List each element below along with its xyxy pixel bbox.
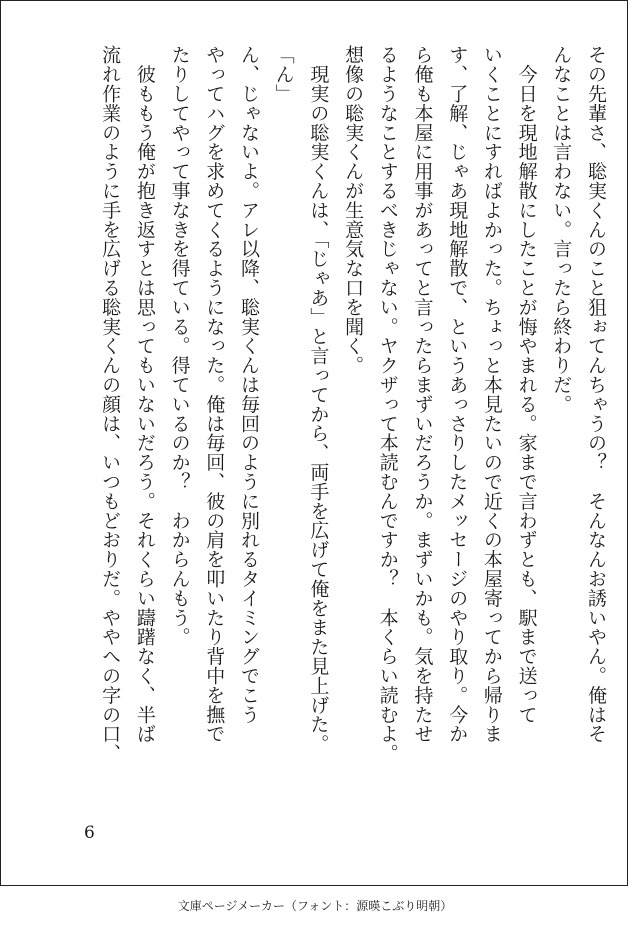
text-line: やってハグを求めてくるようになった。俺は毎回、彼の肩を叩いたり背中を撫で (203, 45, 226, 744)
page-number: 6 (84, 823, 95, 843)
text-line: るようなことするべきじゃない。ヤクザって本読むんですか？ 本くらい読むよ。 (376, 45, 399, 763)
text-line: 流れ作業のように手を広げる聡実くんの顔は、いつもどおりだ。ややへの字の口、 (99, 45, 122, 763)
text-line: 想像の聡実くんが生意気な口を聞く。 (342, 45, 365, 375)
text-line: 現実の聡実くんは、「じゃあ」と言ってから、両手を広げて俺をまた見上げた。 (307, 45, 330, 754)
text-line: ら俺も本屋に用事があってと言ったらまずいだろうか。まずいかも。気を持たせ (411, 45, 434, 744)
text-line: その先輩さ、聡実くんのこと狙ぉてんちゃうの？ そんなんお誘いやん。俺はそ (585, 45, 607, 744)
vertical-text-body (73, 45, 613, 805)
footer-credit: 文庫ページメーカー（フォント：源暎こぶり明朝） (177, 899, 453, 913)
text-line: す、了解、じゃあ現地解散で、というあっさりしたメッセージのやり取り。今か (446, 45, 469, 744)
text-line: 「ん」 (272, 45, 295, 104)
text-line: ん、じゃないよ。アレ以降、聡実くんは毎回のように別れるタイミングでこう (237, 45, 260, 724)
text-line: 彼ももう俺が抱き返すとは思ってもいないだろう。それくらい躊躇なく、半ば (133, 45, 156, 744)
text-line: たりしてやって事なきを得ている。得ているのか？ わからんもう。 (168, 45, 191, 647)
text-line: 今日を現地解散にしたことが悔やまれる。家まで言わずとも、駅まで送って (515, 45, 538, 724)
text-line: んなことは言わない。言ったら終わりだ。 (550, 45, 573, 414)
text-line: いくことにすればよかった。ちょっと本見たいので近くの本屋寄ってから帰りま (480, 45, 503, 744)
